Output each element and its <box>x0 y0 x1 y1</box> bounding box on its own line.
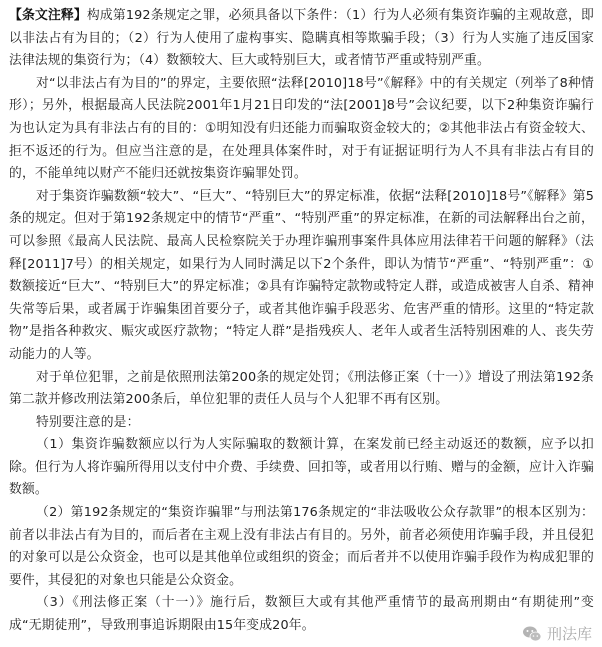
paragraph-illegal-possession: 对“以非法占有为目的”的界定，主要依照“法释[2010]18号”《解释》中的有关规定（列举了8种情形）；另外，根据最高人民法院2001年1月21日印发的“法[2001]8号”会议纪要，以下2种集资诈骗行为也认定为具有非法占有的目的：①明知没有归还能力而骗取资金较大的；②其他非法占有资金较大、拒不返还的行为。但应当注意的是，在处理具体案件时，对于有证据证明行为人不具有非法占有目的的，不能单纯以财产不能归还就按集资诈骗罪处罚。 <box>9 75 594 182</box>
paragraph-note-2: （2）第192条规定的“集资诈骗罪”与刑法第176条规定的“非法吸收公众存款罪”的根本区别为：前者以非法占有为目的，而后者在主观上没有非法占有目的。另外，前者必须使用诈骗手段，并且侵犯的对象可以是公众资金，也可以是其他单位或组织的资金；而后者并不以使用诈骗手段作为构成犯罪的要件，其侵犯的对象也只能是公众资金。 <box>9 505 594 588</box>
paragraph-special-notes-heading: 特别要注意的是： <box>36 414 140 430</box>
paragraph-amount-standards: 对于集资诈骗数额“较大”、“巨大”、“特别巨大”的界定标准，依据“法释[2010]18号”《解释》第5条的规定。但对于第192条规定中的情节“严重”、“特别严重”的界定标准，在新的司法解释出台之前，可以参照《最高人民法院、最高人民检察院关于办理诈骗刑事案件具体应用法律若干问题的解释》（法释[2011]7号）的相关规定，如果行为人同时满足以下2个条件，即认为情节“严重”、“特别严重”：①数额接近“巨大”、“特别巨大”的界定标准；②具有诈骗特定款物或特定人群，或造成被害人自杀、精神失常等后果，或者属于诈骗集团首要分子，或者其他诈骗手段恶劣、危害严重的情形。这里的“特定款物”是指各种救灾、赈灾或医疗款物；“特定人群”是指残疾人、老年人或者生活特别困难的人、丧失劳动能力的人等。 <box>9 188 594 362</box>
paragraph-note-1: （1）集资诈骗数额应以行为人实际骗取的数额计算，在案发前已经主动返还的数额，应予以扣除。但行为人将诈骗所得用以支付中介费、手续费、回扣等，或者用以行贿、赠与的金额，应计入诈骗数额。 <box>9 437 594 498</box>
paragraph-unit-crime: 对于单位犯罪，之前是依照刑法第200条的规定处罚；《刑法修正案（十一）》增设了刑法第192条第二款并修改刑法第200条后，单位犯罪的责任人员与个人犯罪不再有区别。 <box>9 369 594 408</box>
watermark-text: 刑法库 <box>546 625 592 643</box>
annotation-label: 【条文注释】 <box>9 8 87 23</box>
wechat-icon <box>522 625 542 643</box>
paragraph-conditions <box>9 5 594 73</box>
watermark <box>522 623 592 645</box>
paragraph-text: 构成第192条规定之罪，必须具备以下条件：（1）行为人必须有集资诈骗的主观故意，即以非法占有为目的；（2）行为人使用了虚构事实、隐瞒真相等欺骗手段；（3）行为人实施了违反国家法律法规的集资行为；（4）数额较大、巨大或特别巨大，或者情节严重或特别严重。 <box>9 8 594 69</box>
paragraph-note-3: （3）《刑法修正案（十一）》施行后，数额巨大或有其他严重情节的最高刑期由“有期徒刑”变成“无期徒刑”，导致刑事追诉期限由15年变成20年。 <box>9 595 594 634</box>
